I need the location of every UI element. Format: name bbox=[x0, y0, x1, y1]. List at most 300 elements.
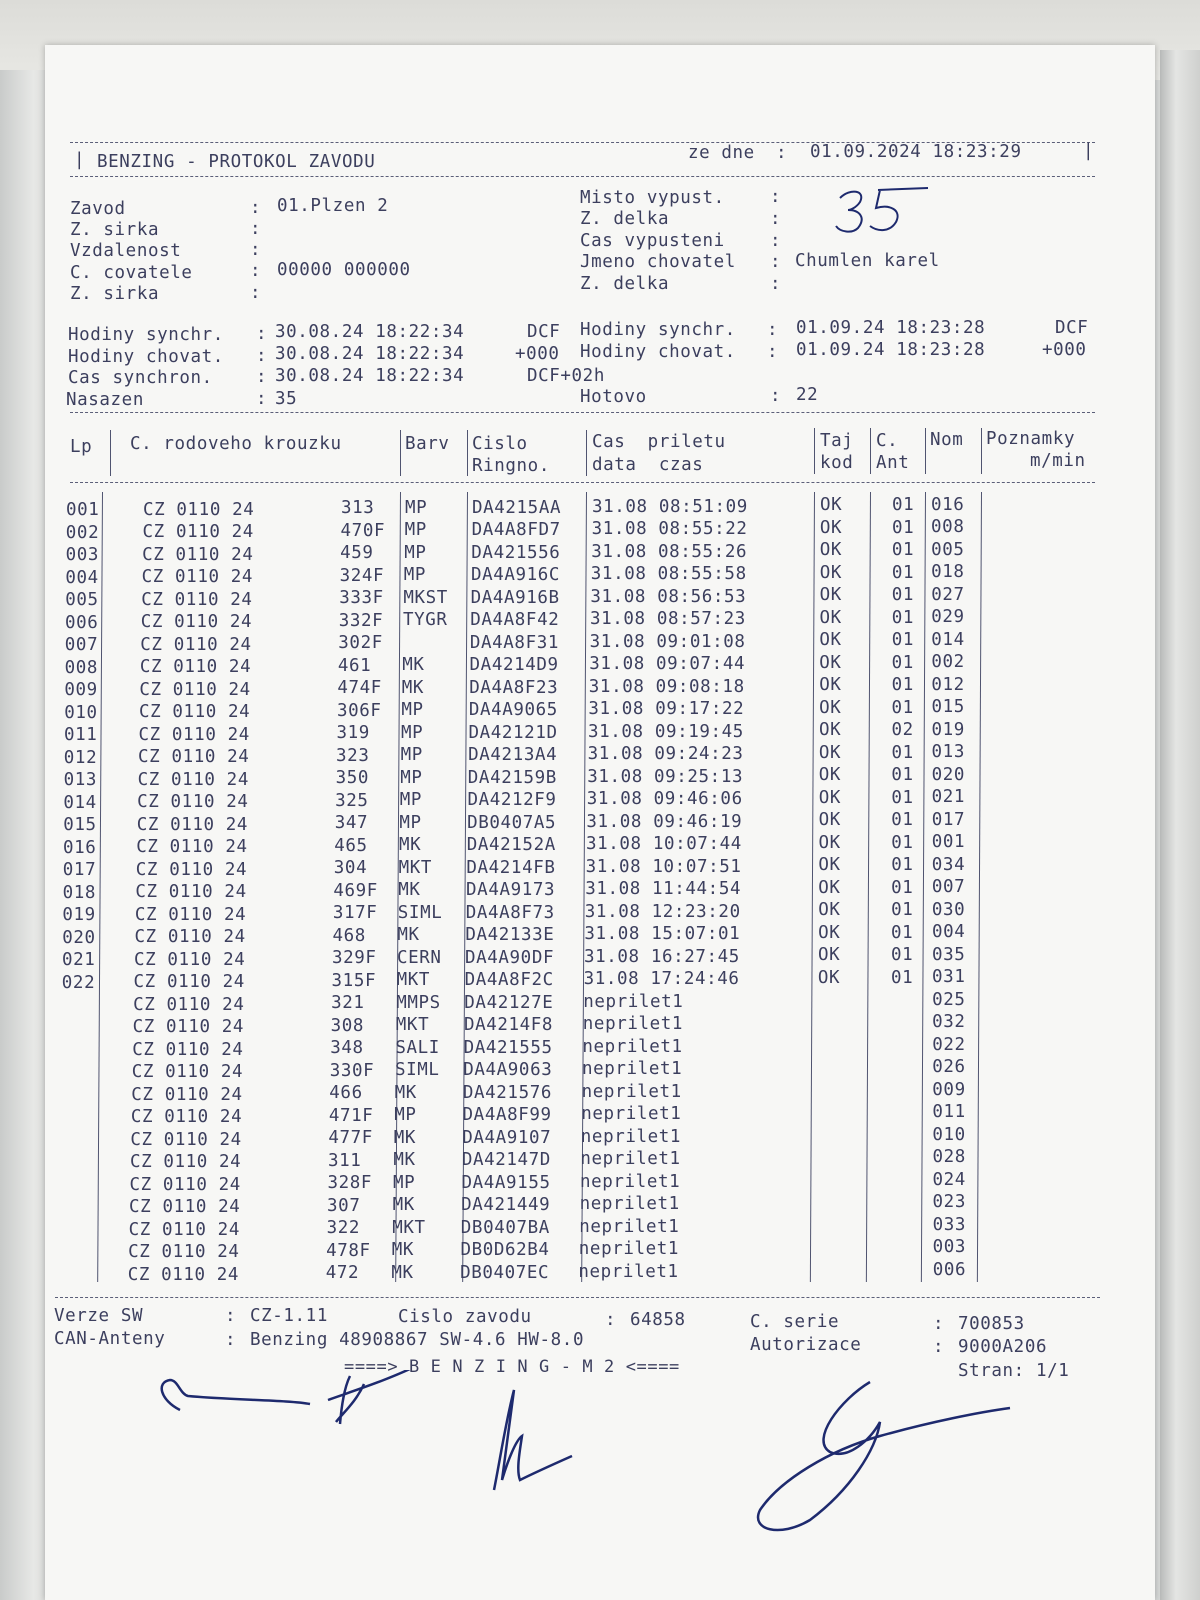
signature-3 bbox=[740, 1380, 1040, 1540]
clock-left-value-1: 30.08.24 18:22:34 bbox=[275, 322, 465, 342]
row-taj-kod: OK bbox=[818, 877, 841, 898]
colon: : bbox=[256, 367, 268, 387]
footer-cislo-value: 64858 bbox=[630, 1310, 686, 1330]
row-barva: MK bbox=[393, 1127, 417, 1148]
row-nom: 003 bbox=[932, 1237, 967, 1258]
info-label-covatele: C. covatele bbox=[70, 263, 193, 283]
row-ringno: DA42152A bbox=[466, 835, 556, 856]
row-ringno: DA4A8FD7 bbox=[471, 520, 561, 541]
row-ring-number: 322 bbox=[326, 1218, 361, 1239]
row-barva: MK bbox=[394, 1082, 417, 1103]
row-nom: 015 bbox=[931, 697, 965, 718]
colon: : bbox=[256, 346, 268, 366]
row-ring-number: 313 bbox=[341, 498, 375, 519]
row-cas: 31.08 11:44:54 bbox=[585, 879, 742, 900]
row-cas: 31.08 09:24:23 bbox=[587, 744, 744, 765]
report-date-label: ze dne bbox=[688, 143, 755, 163]
row-ring-number: 325 bbox=[335, 790, 369, 811]
row-ringno: DA421556 bbox=[471, 542, 561, 563]
col-header-data: data czas bbox=[592, 455, 704, 475]
row-ring-number: 465 bbox=[334, 835, 368, 856]
row-ring-prefix: CZ 0110 24 bbox=[138, 747, 250, 768]
row-nom: 016 bbox=[931, 494, 965, 515]
row-cas: 31.08 09:46:19 bbox=[586, 811, 743, 832]
row-ringno: DA4A8F23 bbox=[469, 677, 559, 698]
row-ring-number: 302F bbox=[338, 633, 383, 654]
footer-verze-label: Verze SW bbox=[54, 1306, 144, 1326]
footer-cislo-label: Cislo zavodu bbox=[398, 1307, 532, 1327]
row-ringno: DA4A916C bbox=[470, 565, 561, 586]
row-ring-prefix: CZ 0110 24 bbox=[140, 612, 253, 633]
row-ring-prefix: CZ 0110 24 bbox=[128, 1242, 240, 1263]
row-barva: SALI bbox=[395, 1037, 440, 1058]
col-header-lp: Lp bbox=[70, 437, 93, 457]
row-nom: 025 bbox=[932, 989, 966, 1010]
row-ring-number: 348 bbox=[330, 1038, 364, 1059]
row-ring-prefix: CZ 0110 24 bbox=[139, 657, 252, 678]
row-lp: 002 bbox=[65, 522, 100, 543]
col-header-cislo: Cislo bbox=[472, 434, 528, 454]
row-ring-prefix: CZ 0110 24 bbox=[141, 567, 253, 588]
clock-right-value-2: 01.09.24 18:23:28 bbox=[796, 340, 986, 360]
footer-verze-value: CZ-1.11 bbox=[250, 1306, 328, 1326]
row-ring-number: 461 bbox=[337, 655, 372, 676]
info-label-delka: Z. delka bbox=[580, 209, 670, 229]
clock-right-extra-1: DCF bbox=[1055, 318, 1089, 338]
row-ring-number: 319 bbox=[336, 723, 370, 744]
row-ring-prefix: CZ 0110 24 bbox=[137, 792, 249, 813]
colon: : bbox=[250, 283, 262, 303]
row-nom: 004 bbox=[931, 922, 966, 943]
info-label-sirka-2: Z. sirka bbox=[70, 284, 160, 304]
row-ring-number: 333F bbox=[339, 588, 384, 609]
row-taj-kod: OK bbox=[819, 697, 842, 718]
row-nom: 029 bbox=[931, 607, 965, 628]
row-ring-number: 324F bbox=[339, 565, 385, 586]
row-nom: 021 bbox=[931, 787, 966, 808]
clock-right-extra-2: +000 bbox=[1042, 340, 1087, 360]
row-cas: 31.08 08:55:58 bbox=[590, 564, 747, 585]
col-header-ant: Ant bbox=[876, 453, 910, 473]
row-lp: 003 bbox=[65, 545, 100, 565]
row-ant: 01 bbox=[892, 495, 915, 516]
row-ringno: DA4A8F31 bbox=[469, 632, 559, 653]
row-cas: neprilet1 bbox=[580, 1171, 681, 1192]
nasazen-value: 35 bbox=[275, 389, 298, 409]
info-label-delka-2: Z. delka bbox=[580, 274, 670, 294]
row-taj-kod: OK bbox=[820, 495, 843, 516]
row-ringno: DA421449 bbox=[461, 1195, 551, 1216]
row-lp: 013 bbox=[63, 770, 98, 790]
table-row bbox=[0, 1259, 1200, 1287]
row-ant: 01 bbox=[891, 630, 914, 651]
row-barva: MP bbox=[404, 542, 427, 563]
clock-left-value-3: 30.08.24 18:22:34 bbox=[275, 366, 465, 386]
col-header-barva: Barv bbox=[405, 434, 450, 454]
col-header-nom: Nom bbox=[930, 430, 964, 450]
row-ring-number: 317F bbox=[332, 903, 378, 924]
row-nom: 026 bbox=[932, 1057, 966, 1078]
row-nom: 024 bbox=[932, 1169, 966, 1190]
row-ring-number: 347 bbox=[334, 813, 369, 834]
info-label-vzdalenost: Vzdalenost bbox=[70, 241, 182, 261]
row-ringno: DA4A9063 bbox=[463, 1060, 553, 1081]
row-ring-prefix: CZ 0110 24 bbox=[131, 1084, 243, 1105]
hotovo-label: Hotovo bbox=[580, 387, 647, 407]
row-barva: MP bbox=[400, 745, 423, 766]
row-ringno: DA4215AA bbox=[472, 497, 562, 518]
row-ring-prefix: CZ 0110 24 bbox=[132, 1039, 244, 1060]
row-ringno: DB0407A5 bbox=[467, 812, 557, 833]
row-ant: 01 bbox=[891, 787, 914, 808]
colon: : bbox=[250, 261, 262, 281]
row-cas: neprilet1 bbox=[582, 1036, 683, 1057]
row-ant: 01 bbox=[891, 877, 914, 898]
row-nom: 032 bbox=[932, 1012, 966, 1033]
row-cas: 31.08 09:25:13 bbox=[587, 766, 744, 787]
row-ring-prefix: CZ 0110 24 bbox=[138, 702, 251, 723]
row-nom: 005 bbox=[931, 539, 965, 560]
row-ringno: DA4214F8 bbox=[463, 1015, 554, 1036]
row-ant: 01 bbox=[891, 517, 915, 538]
footer-serie-value: 700853 bbox=[958, 1314, 1025, 1334]
row-cas: 31.08 09:17:22 bbox=[588, 699, 745, 720]
row-ring-number: 474F bbox=[337, 678, 382, 699]
row-ring-number: 308 bbox=[330, 1015, 365, 1036]
row-nom: 035 bbox=[932, 944, 966, 965]
row-lp: 009 bbox=[64, 680, 98, 700]
colon: : bbox=[250, 240, 262, 260]
row-barva: MP bbox=[405, 497, 428, 518]
row-barva: TYGR bbox=[403, 610, 448, 631]
col-header-cas: Cas priletu bbox=[592, 432, 726, 452]
signature-2 bbox=[480, 1380, 600, 1510]
row-ringno: DA4214FB bbox=[466, 857, 556, 878]
row-ring-number: 323 bbox=[336, 745, 370, 766]
row-ring-prefix: CZ 0110 24 bbox=[138, 724, 250, 745]
row-cas: neprilet1 bbox=[579, 1194, 680, 1215]
clock-left-extra-3: DCF+02h bbox=[527, 366, 605, 386]
row-ring-number: 311 bbox=[327, 1150, 362, 1171]
colon: : bbox=[770, 274, 782, 294]
footer-autor-value: 9000A206 bbox=[958, 1337, 1048, 1357]
header-left-bar: | bbox=[74, 150, 86, 170]
colon: : bbox=[225, 1330, 237, 1350]
row-ant: 01 bbox=[891, 855, 914, 876]
row-ant: 01 bbox=[891, 742, 914, 763]
row-taj-kod: OK bbox=[818, 787, 841, 808]
row-ring-prefix: CZ 0110 24 bbox=[132, 1017, 244, 1038]
row-cas: 31.08 17:24:46 bbox=[583, 969, 740, 990]
row-ring-prefix: CZ 0110 24 bbox=[134, 927, 246, 948]
row-ring-number: 477F bbox=[328, 1128, 373, 1149]
row-ring-number: 466 bbox=[329, 1083, 363, 1104]
row-ant: 01 bbox=[891, 675, 914, 696]
clock-left-value-2: 30.08.24 18:22:34 bbox=[275, 344, 465, 364]
footer-page: Stran: 1/1 bbox=[958, 1361, 1070, 1381]
row-ring-number: 459 bbox=[340, 543, 374, 564]
row-ring-number: 469F bbox=[333, 880, 378, 901]
row-cas: 31.08 12:23:20 bbox=[584, 901, 741, 922]
colon: : bbox=[250, 198, 262, 218]
row-ring-prefix: CZ 0110 24 bbox=[127, 1264, 240, 1285]
row-lp: 017 bbox=[62, 860, 97, 880]
row-lp: 004 bbox=[65, 567, 99, 588]
row-ring-prefix: CZ 0110 24 bbox=[142, 544, 254, 565]
row-cas: 31.08 08:57:23 bbox=[590, 609, 746, 630]
colon: : bbox=[933, 1337, 945, 1357]
row-ring-number: 468 bbox=[332, 925, 366, 946]
row-ant: 01 bbox=[891, 922, 914, 943]
footer-can-label: CAN-Anteny bbox=[54, 1329, 166, 1349]
colon: : bbox=[770, 252, 782, 272]
row-ringno: DA4A916B bbox=[470, 587, 560, 608]
signature-1 bbox=[150, 1370, 450, 1450]
info-label-sirka: Z. sirka bbox=[70, 220, 160, 240]
row-lp: 014 bbox=[63, 792, 97, 813]
row-taj-kod: OK bbox=[819, 652, 842, 673]
row-ant: 01 bbox=[891, 540, 915, 561]
row-ring-number: 328F bbox=[327, 1173, 373, 1194]
row-cas: 31.08 15:07:01 bbox=[584, 924, 741, 945]
row-barva: MP bbox=[404, 520, 427, 541]
row-nom: 022 bbox=[932, 1034, 966, 1055]
row-ring-number: 329F bbox=[332, 948, 377, 969]
row-cas: 31.08 09:01:08 bbox=[589, 631, 746, 652]
col-header-kod: kod bbox=[820, 453, 854, 473]
colon: : bbox=[256, 324, 268, 344]
row-ring-prefix: CZ 0110 24 bbox=[133, 972, 245, 993]
report-date-colon: : bbox=[776, 143, 788, 163]
row-ringno: DA421555 bbox=[463, 1037, 553, 1058]
row-lp: 022 bbox=[61, 972, 96, 993]
row-barva: MP bbox=[400, 767, 423, 788]
colon: : bbox=[770, 209, 782, 229]
row-ringno: DA42159B bbox=[467, 767, 557, 788]
row-cas: 31.08 08:55:26 bbox=[591, 541, 748, 562]
row-taj-kod: OK bbox=[819, 675, 842, 696]
row-ant: 01 bbox=[891, 652, 914, 673]
row-ring-prefix: CZ 0110 24 bbox=[141, 589, 253, 610]
row-lp: 005 bbox=[65, 590, 99, 610]
row-ring-prefix: CZ 0110 24 bbox=[136, 837, 248, 858]
row-cas: 31.08 08:51:09 bbox=[592, 496, 748, 517]
row-cas: neprilet1 bbox=[582, 1014, 684, 1035]
row-ant: 01 bbox=[891, 607, 915, 628]
nasazen-label: Nasazen bbox=[66, 390, 144, 410]
row-barva: SIML bbox=[397, 902, 443, 923]
row-ring-number: 315F bbox=[331, 970, 377, 991]
row-nom: 001 bbox=[931, 832, 966, 853]
row-cas: neprilet1 bbox=[583, 991, 684, 1012]
row-lp: 008 bbox=[64, 657, 99, 678]
row-ring-prefix: CZ 0110 24 bbox=[142, 522, 254, 543]
row-ring-prefix: CZ 0110 24 bbox=[129, 1174, 241, 1195]
row-barva: MK bbox=[393, 1150, 416, 1171]
row-taj-kod: OK bbox=[818, 765, 842, 786]
row-barva: MK bbox=[398, 880, 421, 901]
row-nom: 027 bbox=[931, 584, 965, 605]
clock-left-label-3: Cas synchron. bbox=[68, 368, 213, 388]
row-ant: 01 bbox=[891, 585, 915, 606]
row-taj-kod: OK bbox=[818, 742, 842, 763]
col-header-ringno: Ringno. bbox=[472, 456, 550, 476]
info-label-zavod: Zavod bbox=[70, 199, 126, 219]
row-taj-kod: OK bbox=[819, 607, 842, 628]
colon: : bbox=[605, 1310, 617, 1330]
row-ant: 01 bbox=[891, 562, 915, 583]
row-cas: neprilet1 bbox=[578, 1239, 680, 1260]
row-cas: neprilet1 bbox=[582, 1059, 683, 1080]
row-barva: MK bbox=[402, 655, 425, 676]
row-nom: 030 bbox=[931, 899, 966, 920]
row-ringno: DA4A8F2C bbox=[464, 970, 554, 991]
row-taj-kod: OK bbox=[818, 945, 841, 966]
row-ring-prefix: CZ 0110 24 bbox=[131, 1062, 244, 1083]
footer-can-value: Benzing 48908867 SW-4.6 HW-8.0 bbox=[250, 1330, 585, 1350]
row-lp: 011 bbox=[64, 725, 98, 745]
col-header-ring: C. rodoveho krouzku bbox=[130, 434, 342, 454]
row-nom: 018 bbox=[931, 562, 965, 583]
row-lp: 018 bbox=[62, 882, 97, 903]
row-cas: neprilet1 bbox=[580, 1149, 681, 1170]
row-taj-kod: OK bbox=[819, 585, 842, 606]
clock-right-label-1: Hodiny synchr. bbox=[580, 320, 736, 340]
row-ringno: DB0407BA bbox=[460, 1217, 550, 1238]
row-ring-number: 332F bbox=[338, 610, 384, 631]
row-ring-number: 321 bbox=[331, 993, 365, 1014]
row-nom: 008 bbox=[931, 517, 965, 538]
row-barva: MK bbox=[399, 835, 422, 856]
report-date-value: 01.09.2024 18:23:29 bbox=[810, 142, 1022, 162]
row-cas: 31.08 10:07:44 bbox=[586, 834, 742, 855]
row-nom: 007 bbox=[931, 877, 966, 898]
row-ring-prefix: CZ 0110 24 bbox=[135, 882, 247, 903]
info-value-zavod: 01.Plzen 2 bbox=[277, 196, 389, 216]
row-ring-number: 470F bbox=[340, 520, 386, 541]
row-ring-prefix: CZ 0110 24 bbox=[143, 499, 255, 520]
row-nom: 010 bbox=[932, 1124, 966, 1145]
row-cas: 31.08 10:07:51 bbox=[585, 856, 742, 877]
row-ant: 01 bbox=[891, 832, 914, 853]
row-barva: MMPS bbox=[396, 992, 441, 1013]
row-barva: MK bbox=[391, 1240, 415, 1261]
row-cas: 31.08 09:07:44 bbox=[589, 654, 746, 675]
row-ringno: DA4A9173 bbox=[466, 880, 556, 901]
colon: : bbox=[767, 342, 779, 362]
row-lp: 015 bbox=[63, 815, 97, 835]
row-ringno: DA4214D9 bbox=[469, 655, 559, 676]
row-barva: MP bbox=[399, 812, 422, 833]
row-ant: 01 bbox=[891, 765, 914, 786]
row-ring-number: 471F bbox=[328, 1105, 374, 1126]
row-lp: 007 bbox=[64, 635, 99, 655]
row-ring-prefix: CZ 0110 24 bbox=[140, 634, 252, 655]
row-ring-prefix: CZ 0110 24 bbox=[135, 859, 248, 880]
row-barva: MK bbox=[391, 1262, 414, 1283]
row-ring-prefix: CZ 0110 24 bbox=[139, 679, 251, 700]
info-value-covatele: 00000 000000 bbox=[277, 260, 411, 280]
row-lp: 016 bbox=[63, 837, 97, 858]
row-ringno: DA42121D bbox=[468, 722, 558, 743]
row-cas: neprilet1 bbox=[581, 1081, 682, 1102]
row-ring-prefix: CZ 0110 24 bbox=[134, 949, 246, 970]
col-header-c: C. bbox=[876, 431, 899, 451]
colon: : bbox=[256, 389, 268, 409]
row-ringno: DB0D62B4 bbox=[460, 1240, 550, 1261]
row-lp: 019 bbox=[62, 905, 96, 925]
row-ringno: DA4A9107 bbox=[462, 1127, 552, 1148]
row-taj-kod: OK bbox=[819, 540, 843, 561]
row-ringno: DA4212F9 bbox=[467, 790, 557, 811]
hotovo-value: 22 bbox=[796, 385, 819, 405]
footer-device: ====> B E N Z I N G - M 2 <==== bbox=[344, 1357, 680, 1377]
info-label-jmeno: Jmeno chovatel bbox=[580, 252, 736, 272]
row-ring-number: 304 bbox=[333, 858, 368, 879]
row-ring-prefix: CZ 0110 24 bbox=[130, 1129, 242, 1150]
clock-right-value-1: 01.09.24 18:23:28 bbox=[796, 318, 986, 338]
row-ring-prefix: CZ 0110 24 bbox=[130, 1107, 243, 1128]
row-ant: 01 bbox=[890, 967, 914, 988]
report-title: BENZING - PROTOKOL ZAVODU bbox=[97, 152, 376, 172]
col-header-poznamky: Poznamky bbox=[986, 429, 1076, 449]
row-ring-prefix: CZ 0110 24 bbox=[134, 904, 247, 925]
row-taj-kod: OK bbox=[819, 562, 842, 583]
row-ringno: DA4A90DF bbox=[465, 947, 555, 968]
row-ringno: DA42127E bbox=[464, 992, 554, 1013]
row-barva: MK bbox=[397, 925, 420, 946]
row-ring-number: 478F bbox=[326, 1240, 371, 1261]
row-barva: MK bbox=[401, 677, 425, 698]
row-nom: 023 bbox=[932, 1192, 966, 1213]
row-ring-prefix: CZ 0110 24 bbox=[129, 1152, 242, 1173]
row-cas: neprilet1 bbox=[581, 1104, 682, 1125]
row-ring-prefix: CZ 0110 24 bbox=[136, 814, 249, 835]
clock-left-extra-1: DCF bbox=[527, 322, 561, 342]
row-ant: 01 bbox=[891, 900, 914, 921]
row-barva: MP bbox=[394, 1105, 417, 1126]
row-barva: MP bbox=[401, 700, 424, 721]
row-nom: 028 bbox=[932, 1147, 966, 1168]
row-cas: neprilet1 bbox=[579, 1216, 680, 1237]
row-ringno: DA4A8F73 bbox=[465, 902, 555, 923]
row-lp: 010 bbox=[64, 702, 98, 723]
row-ring-prefix: CZ 0110 24 bbox=[129, 1197, 241, 1218]
row-nom: 019 bbox=[931, 719, 965, 740]
row-taj-kod: OK bbox=[817, 967, 841, 988]
colon: : bbox=[770, 386, 782, 406]
colon: : bbox=[225, 1306, 237, 1326]
row-lp: 001 bbox=[66, 500, 100, 520]
row-cas: 31.08 09:19:45 bbox=[588, 721, 744, 742]
colon: : bbox=[767, 320, 779, 340]
row-barva: MKT bbox=[392, 1217, 426, 1238]
row-taj-kod: OK bbox=[819, 630, 842, 651]
row-taj-kod: OK bbox=[819, 720, 842, 741]
row-nom: 034 bbox=[931, 854, 966, 875]
row-cas: 31.08 08:55:22 bbox=[591, 519, 748, 540]
row-ringno: DA4A8F42 bbox=[470, 610, 560, 631]
row-lp: 021 bbox=[62, 950, 96, 970]
row-barva: MP bbox=[401, 722, 424, 743]
row-ant: 01 bbox=[891, 945, 914, 966]
row-ant: 02 bbox=[891, 720, 914, 741]
header-right-bar: | bbox=[1083, 141, 1095, 161]
row-barva: MKT bbox=[398, 857, 433, 878]
row-taj-kod: OK bbox=[818, 855, 841, 876]
row-lp: 012 bbox=[63, 747, 98, 768]
info-label-cas-vypusteni: Cas vypusteni bbox=[580, 231, 725, 251]
